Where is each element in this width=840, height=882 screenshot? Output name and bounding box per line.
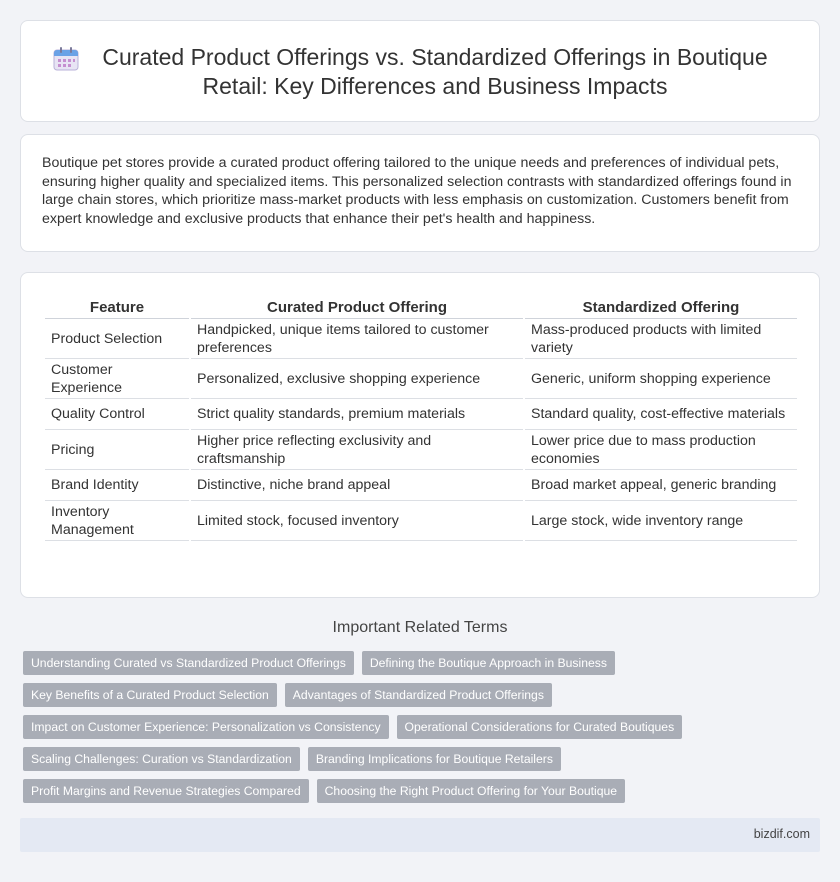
header-feature: Feature	[45, 295, 189, 319]
row-curated: Higher price reflecting exclusivity and craftsmanship	[191, 430, 523, 470]
table-row	[45, 359, 797, 399]
row-curated: Strict quality standards, premium materials	[191, 399, 523, 430]
intro-paragraph: Boutique pet stores provide a curated product offering tailored to the unique needs and preferences of individual pets, ensuring higher quality and specialized items. This personalized selection contrasts with standardized offerings found in large chain stores, which prioritize mass-market products with less emphasis on customization. Customers benefit from expert knowledge and exclusive products that enhance their pet's health and happiness.	[42, 155, 792, 227]
page-title: Curated Product Offerings vs. Standardized Offerings in Boutique Retail: Key Differences and Business Impacts	[102, 44, 768, 99]
row-feature: Customer Experience	[45, 359, 189, 399]
row-standardized: Generic, uniform shopping experience	[525, 359, 797, 399]
row-curated: Limited stock, focused inventory	[191, 501, 523, 541]
row-standardized: Lower price due to mass production economies	[525, 430, 797, 470]
title-card	[20, 20, 820, 122]
related-term-chip[interactable]: Scaling Challenges: Curation vs Standardization	[23, 747, 300, 771]
row-standardized: Mass-produced products with limited variety	[525, 319, 797, 359]
row-feature: Inventory Management	[45, 501, 189, 541]
row-feature: Quality Control	[45, 399, 189, 430]
comparison-table	[43, 295, 799, 541]
row-curated: Personalized, exclusive shopping experience	[191, 359, 523, 399]
related-term-chip[interactable]: Key Benefits of a Curated Product Selection	[23, 683, 277, 707]
related-term-chip[interactable]: Operational Considerations for Curated Boutiques	[397, 715, 683, 739]
row-standardized: Large stock, wide inventory range	[525, 501, 797, 541]
comparison-table-card	[20, 272, 820, 598]
table-row	[45, 399, 797, 430]
related-term-chip[interactable]: Choosing the Right Product Offering for Your Boutique	[317, 779, 625, 803]
related-terms-list	[23, 651, 823, 811]
related-term-chip[interactable]: Impact on Customer Experience: Personalization vs Consistency	[23, 715, 389, 739]
table-row	[45, 470, 797, 501]
header-curated: Curated Product Offering	[191, 295, 523, 319]
related-term-chip[interactable]: Profit Margins and Revenue Strategies Compared	[23, 779, 309, 803]
footer-bar	[20, 818, 820, 852]
related-term-chip[interactable]: Understanding Curated vs Standardized Product Offerings	[23, 651, 354, 675]
row-curated: Distinctive, niche brand appeal	[191, 470, 523, 501]
table-row	[45, 430, 797, 470]
row-feature: Pricing	[45, 430, 189, 470]
related-term-chip[interactable]: Branding Implications for Boutique Retailers	[308, 747, 561, 771]
row-feature: Product Selection	[45, 319, 189, 359]
table-row	[45, 319, 797, 359]
row-curated: Handpicked, unique items tailored to customer preferences	[191, 319, 523, 359]
related-terms-heading: Important Related Terms	[332, 619, 508, 636]
table-header-row	[45, 295, 797, 319]
table-row	[45, 501, 797, 541]
header-standardized: Standardized Offering	[525, 295, 797, 319]
row-feature: Brand Identity	[45, 470, 189, 501]
site-name[interactable]: bizdif.com	[753, 827, 810, 841]
row-standardized: Standard quality, cost-effective materials	[525, 399, 797, 430]
row-standardized: Broad market appeal, generic branding	[525, 470, 797, 501]
related-term-chip[interactable]: Advantages of Standardized Product Offerings	[285, 683, 552, 707]
related-term-chip[interactable]: Defining the Boutique Approach in Business	[362, 651, 615, 675]
intro-card	[20, 134, 820, 252]
